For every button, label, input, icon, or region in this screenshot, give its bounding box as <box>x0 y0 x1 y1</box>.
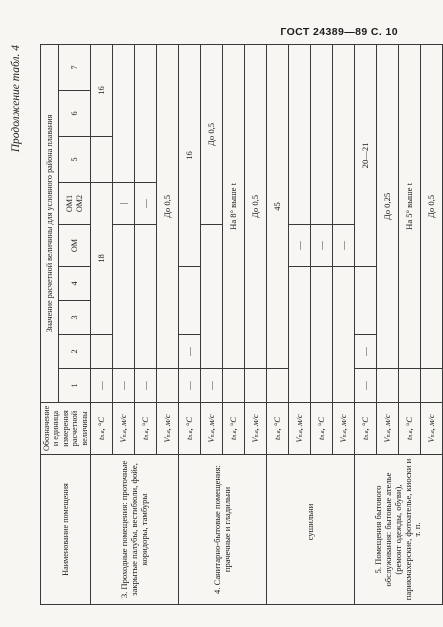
table-row <box>355 44 377 604</box>
designation-symbol: t <box>227 437 238 440</box>
designation-subscript: п.в <box>209 430 216 438</box>
area-column-header: 5 <box>59 137 91 183</box>
value-cell <box>377 369 399 403</box>
designation-symbol: V <box>337 437 348 443</box>
value-cell: На 5° выше t <box>399 44 421 368</box>
value-cell <box>91 335 113 369</box>
designation-cell <box>113 403 135 455</box>
value-cell: — <box>311 225 333 267</box>
area-column-header: ОМ <box>59 225 91 267</box>
value-cell: 18 <box>91 183 113 335</box>
designation-unit: , м/с <box>425 414 436 431</box>
value-cell: До 0,5 <box>157 44 179 368</box>
designation-symbol: V <box>381 437 392 443</box>
designation-subscript: п.в <box>143 430 150 438</box>
designation-cell <box>311 403 333 455</box>
value-cell: До 0,5 <box>245 44 267 368</box>
value-cell <box>267 369 289 403</box>
designation-subscript: п.в <box>275 430 282 438</box>
designation-unit: , °С <box>227 417 238 431</box>
value-cell: — <box>179 369 201 403</box>
area-column-header: 7 <box>59 44 91 90</box>
column-header-name: Наименование помещения <box>41 455 91 605</box>
value-cell: — <box>179 335 201 369</box>
value-cell: 16 <box>91 44 113 136</box>
value-cell: — <box>355 335 377 369</box>
value-cell: — <box>289 225 311 267</box>
designation-cell <box>355 403 377 455</box>
value-cell: — <box>113 369 135 403</box>
designation-symbol: V <box>205 437 216 443</box>
designation-cell <box>377 403 399 455</box>
designation-subscript: п.в <box>253 430 260 438</box>
value-cell <box>421 369 443 403</box>
page-header: ГОСТ 24389—89 С. 10 <box>280 26 398 38</box>
designation-subscript: п.в <box>297 430 304 438</box>
value-cell: — <box>135 183 157 225</box>
value-cell <box>289 267 311 403</box>
area-column-header: 2 <box>59 335 91 369</box>
designation-subscript: п.в <box>99 430 106 438</box>
value-cell <box>245 369 267 403</box>
table-row <box>91 44 113 604</box>
designation-cell <box>421 403 443 455</box>
column-header-designation: Обозначение и единица измерения расчетной величины <box>41 403 91 455</box>
designation-subscript: п.в <box>121 430 128 438</box>
value-cell <box>355 267 377 335</box>
designation-cell <box>223 403 245 455</box>
designation-cell <box>91 403 113 455</box>
value-cell: — <box>201 369 223 403</box>
value-cell: До 0,5 <box>201 44 223 224</box>
designation-cell <box>245 403 267 455</box>
designation-unit: , °С <box>95 417 106 431</box>
area-column-header: 1 <box>59 369 91 403</box>
value-cell: — <box>91 369 113 403</box>
designation-unit: , °С <box>403 417 414 431</box>
designation-subscript: п.в <box>429 430 436 438</box>
room-name-cell: 5. Помещения бытового обслуживания: бытовые ателье (ремонт одежды, обуви), парикмахерские, фотоателье, киоски и т. п. <box>355 455 443 605</box>
value-cell <box>333 267 355 403</box>
designation-symbol: t <box>359 437 370 440</box>
area-column-header: 4 <box>59 267 91 301</box>
designation-unit: , м/с <box>293 414 304 431</box>
requirements-table <box>40 44 443 605</box>
value-cell <box>113 44 135 182</box>
value-cell: До 0,5 <box>421 44 443 368</box>
value-cell <box>201 225 223 369</box>
value-cell: — <box>333 225 355 267</box>
value-cell: — <box>135 369 157 403</box>
room-name-cell: сушильни <box>267 455 355 605</box>
area-column-header: 6 <box>59 91 91 137</box>
value-cell <box>113 225 135 369</box>
value-cell: До 0,25 <box>377 44 399 368</box>
designation-unit: , м/с <box>381 414 392 431</box>
designation-unit: , °С <box>315 417 326 431</box>
designation-cell <box>399 403 421 455</box>
designation-unit: , °С <box>139 417 150 431</box>
designation-cell <box>135 403 157 455</box>
value-cell <box>311 44 333 224</box>
value-cell <box>157 369 179 403</box>
value-cell <box>179 267 201 335</box>
designation-subscript: п.в <box>341 430 348 438</box>
room-name-cell: 4. Санитарно-бытовые помещения: прачечные и гладильни <box>179 455 267 605</box>
value-cell: — <box>355 369 377 403</box>
area-column-header: 3 <box>59 301 91 335</box>
designation-cell <box>179 403 201 455</box>
designation-subscript: п.в <box>363 430 370 438</box>
value-cell: 20—21 <box>355 44 377 266</box>
designation-subscript: п.в <box>319 430 326 438</box>
value-cell <box>135 225 157 369</box>
value-cell <box>223 369 245 403</box>
designation-symbol: t <box>315 437 326 440</box>
designation-symbol: V <box>161 437 172 443</box>
designation-symbol: V <box>293 437 304 443</box>
designation-unit: , м/с <box>117 414 128 431</box>
designation-cell <box>201 403 223 455</box>
designation-symbol: V <box>249 437 260 443</box>
designation-subscript: п.в <box>385 430 392 438</box>
table-caption: Продолжение табл. 4 <box>10 45 22 153</box>
value-cell <box>91 137 113 183</box>
value-cell: | <box>113 183 135 225</box>
designation-cell <box>289 403 311 455</box>
designation-cell <box>333 403 355 455</box>
designation-unit: , м/с <box>161 414 172 431</box>
value-cell <box>135 44 157 182</box>
designation-symbol: t <box>183 437 194 440</box>
designation-symbol: t <box>95 437 106 440</box>
value-cell: На 8° выше t <box>223 44 245 368</box>
designation-subscript: п.в <box>407 430 414 438</box>
designation-symbol: t <box>271 437 282 440</box>
designation-symbol: V <box>117 437 128 443</box>
column-header-group: Значение расчетной величины для условного района плавания <box>41 44 59 402</box>
designation-subscript: п.в <box>187 430 194 438</box>
designation-cell <box>157 403 179 455</box>
designation-subscript: п.в <box>165 430 172 438</box>
designation-unit: , м/с <box>337 414 348 431</box>
designation-symbol: V <box>425 437 436 443</box>
value-cell <box>333 44 355 224</box>
table-row <box>179 44 201 604</box>
room-name-cell: 3. Проходные помещения: проточные закрытые палубы, вестибюли, фойе, коридоры, тамбуры <box>91 455 179 605</box>
designation-unit: , м/с <box>249 414 260 431</box>
designation-symbol: t <box>403 437 414 440</box>
value-cell <box>311 267 333 403</box>
designation-symbol: t <box>139 437 150 440</box>
designation-unit: , м/с <box>205 414 216 431</box>
value-cell: 16 <box>179 44 201 266</box>
designation-unit: , °С <box>359 417 370 431</box>
value-cell <box>399 369 421 403</box>
designation-unit: , °С <box>271 417 282 431</box>
designation-unit: , °С <box>183 417 194 431</box>
rotated-table-block <box>10 45 436 605</box>
designation-subscript: п.в <box>231 430 238 438</box>
value-cell <box>289 44 311 224</box>
table-row <box>267 44 289 604</box>
designation-cell <box>267 403 289 455</box>
value-cell: 45 <box>267 44 289 368</box>
area-column-header: ОМ1 ОМ2 <box>59 183 91 225</box>
